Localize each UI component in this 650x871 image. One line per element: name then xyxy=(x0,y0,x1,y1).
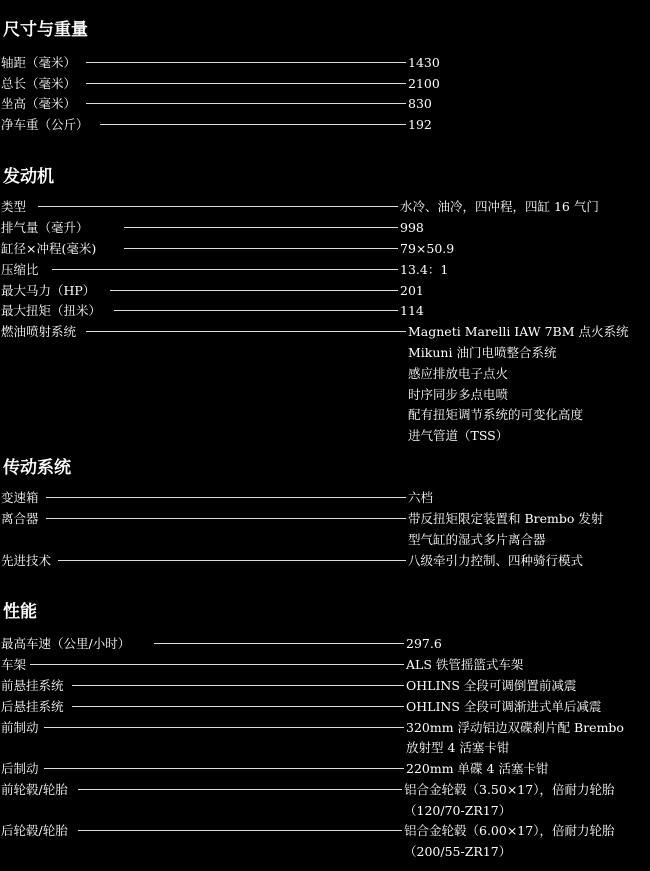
leader-line xyxy=(124,227,398,228)
leader-line xyxy=(38,206,398,207)
leader-line xyxy=(124,248,398,249)
spec-value: 2100 xyxy=(408,76,440,91)
spec-value: Mikuni 油门电喷整合系统 xyxy=(408,345,557,360)
spec-value: 六档 xyxy=(408,490,434,505)
leader-line xyxy=(72,685,404,686)
spec-value: 带反扭矩限定装置和 Brembo 发射 xyxy=(408,511,604,526)
spec-label: 压缩比 xyxy=(1,262,39,277)
leader-line xyxy=(46,518,406,519)
leader-line xyxy=(154,643,404,644)
leader-line xyxy=(78,789,402,790)
spec-value: 320mm 浮动铝边双碟刹片配 Brembo xyxy=(406,720,624,735)
spec-row-max-power xyxy=(0,280,650,301)
spec-value: 201 xyxy=(400,283,424,298)
spec-value: Magneti Marelli IAW 7BM 点火系统 xyxy=(408,324,629,339)
section-title-dimensions: 尺寸与重量 xyxy=(3,20,88,40)
leader-line xyxy=(44,727,404,728)
spec-value: 感应排放电子点火 xyxy=(408,366,509,381)
section-title-engine: 发动机 xyxy=(3,167,54,187)
spec-value: 配有扭矩调节系统的可变化高度 xyxy=(408,407,584,422)
spec-label: 最大扭矩（扭米） xyxy=(1,303,102,318)
spec-value: （200/55-ZR17） xyxy=(404,844,512,859)
section-title-performance: 性能 xyxy=(3,602,37,622)
spec-continuation xyxy=(0,342,650,363)
leader-line xyxy=(86,62,406,63)
leader-line xyxy=(86,83,406,84)
spec-label: 坐高（毫米） xyxy=(1,96,77,111)
spec-row-advanced-tech xyxy=(0,550,650,571)
spec-label: 轴距（毫米） xyxy=(1,55,77,70)
leader-line xyxy=(52,269,398,270)
spec-label: 燃油喷射系统 xyxy=(1,324,77,339)
spec-label: 类型 xyxy=(1,199,27,214)
spec-value: 1430 xyxy=(408,55,440,70)
spec-row-max-torque xyxy=(0,300,650,321)
spec-value: 79×50.9 xyxy=(400,241,455,256)
spec-continuation xyxy=(0,800,650,821)
spec-row-seat-height xyxy=(0,93,650,114)
spec-label: 变速箱 xyxy=(1,490,39,505)
spec-row-top-speed xyxy=(0,633,650,654)
spec-label: 后轮毂/轮胎 xyxy=(1,823,68,838)
spec-value: 220mm 单碟 4 活塞卡钳 xyxy=(406,761,549,776)
spec-label: 最高车速（公里/小时） xyxy=(1,636,131,651)
section-title-transmission: 传动系统 xyxy=(3,458,71,478)
spec-continuation xyxy=(0,384,650,405)
spec-row-rear-suspension xyxy=(0,696,650,717)
spec-value: 192 xyxy=(408,117,432,132)
leader-line xyxy=(44,768,404,769)
spec-row-engine-type xyxy=(0,196,650,217)
spec-label: 前制动 xyxy=(1,720,39,735)
spec-row-dry-weight xyxy=(0,114,650,135)
spec-row-compression-ratio xyxy=(0,259,650,280)
spec-row-wheelbase xyxy=(0,52,650,73)
spec-label: 后制动 xyxy=(1,761,39,776)
leader-line xyxy=(72,706,404,707)
spec-label: 前轮毂/轮胎 xyxy=(1,782,68,797)
spec-row-front-brake xyxy=(0,717,650,738)
spec-label: 后悬挂系统 xyxy=(1,699,64,714)
spec-value: 13.4：1 xyxy=(400,262,449,277)
spec-value: OHLINS 全段可调渐进式单后减震 xyxy=(406,699,602,714)
spec-continuation xyxy=(0,529,650,550)
spec-row-clutch xyxy=(0,508,650,529)
leader-line xyxy=(78,830,402,831)
spec-continuation xyxy=(0,363,650,384)
spec-value: 八级牵引力控制、四种骑行模式 xyxy=(408,553,584,568)
spec-row-gearbox xyxy=(0,487,650,508)
spec-label: 车架 xyxy=(1,657,27,672)
spec-label: 总长（毫米） xyxy=(1,76,77,91)
spec-row-front-wheel-tyre xyxy=(0,779,650,800)
leader-line xyxy=(110,290,398,291)
spec-value: 型气缸的湿式多片离合器 xyxy=(408,532,546,547)
spec-value: （120/70-ZR17） xyxy=(404,803,512,818)
leader-line xyxy=(100,124,406,125)
spec-row-displacement xyxy=(0,217,650,238)
spec-label: 离合器 xyxy=(1,511,39,526)
leader-line xyxy=(86,331,406,332)
leader-line xyxy=(30,664,404,665)
spec-row-overall-length xyxy=(0,73,650,94)
spec-label: 排气量（毫升） xyxy=(1,220,89,235)
spec-value: ALS 铁管摇篮式车架 xyxy=(406,657,524,672)
spec-value: 铝合金轮毂（6.00×17），倍耐力轮胎 xyxy=(404,823,615,838)
spec-label: 最大马力（HP） xyxy=(1,283,96,298)
leader-line xyxy=(114,310,398,311)
leader-line xyxy=(46,497,406,498)
spec-value: 297.6 xyxy=(406,636,442,651)
spec-value: 铝合金轮毂（3.50×17），倍耐力轮胎 xyxy=(404,782,615,797)
spec-label: 缸径×冲程(毫米) xyxy=(1,241,97,256)
spec-value: 放射型 4 活塞卡钳 xyxy=(406,740,510,755)
spec-continuation xyxy=(0,841,650,862)
spec-row-rear-wheel-tyre xyxy=(0,820,650,841)
spec-row-front-suspension xyxy=(0,675,650,696)
spec-value: 114 xyxy=(400,303,424,318)
spec-label: 前悬挂系统 xyxy=(1,678,64,693)
leader-line xyxy=(58,560,406,561)
spec-value: 水冷、油冷，四冲程，四缸 16 气门 xyxy=(400,199,599,214)
spec-value: 进气管道（TSS） xyxy=(408,428,509,443)
spec-continuation xyxy=(0,425,650,446)
spec-row-frame xyxy=(0,654,650,675)
leader-line xyxy=(86,103,406,104)
spec-label: 净车重（公斤） xyxy=(1,117,89,132)
spec-row-fuel-injection xyxy=(0,321,650,342)
spec-continuation xyxy=(0,737,650,758)
spec-row-bore-stroke xyxy=(0,238,650,259)
spec-continuation xyxy=(0,404,650,425)
spec-value: OHLINS 全段可调倒置前减震 xyxy=(406,678,577,693)
spec-value: 998 xyxy=(400,220,424,235)
spec-value: 时序同步多点电喷 xyxy=(408,387,509,402)
spec-value: 830 xyxy=(408,96,432,111)
spec-label: 先进技术 xyxy=(1,553,52,568)
spec-row-rear-brake xyxy=(0,758,650,779)
